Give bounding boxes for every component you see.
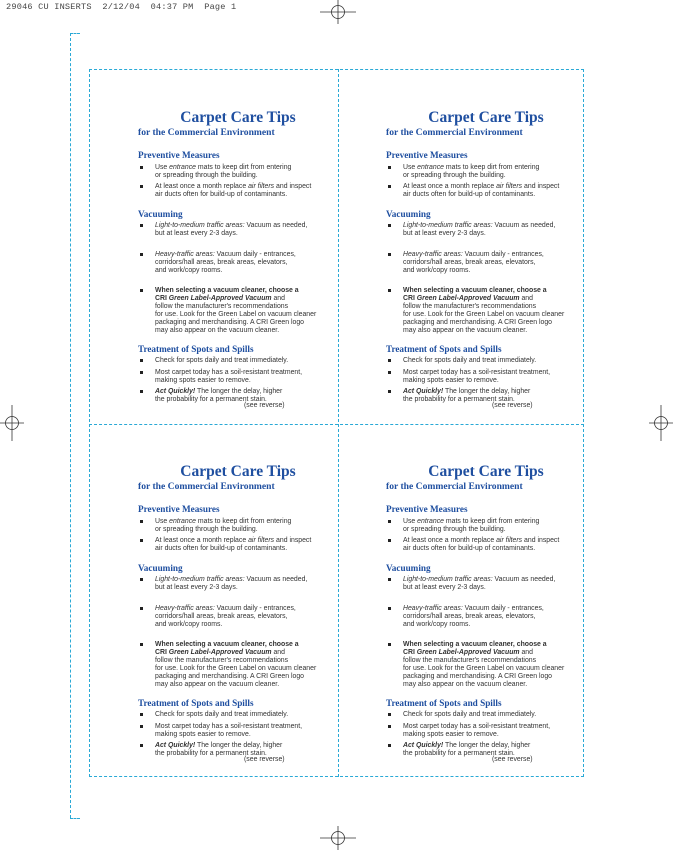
bullet-icon <box>140 607 143 610</box>
list-item: At least once a month replace air filters and inspect air ducts often for build-up of contaminants. <box>386 537 614 553</box>
list-item: Check for spots daily and treat immediately. <box>386 711 614 719</box>
section-heading-spots: Treatment of Spots and Spills <box>138 344 254 355</box>
carpet-care-card <box>386 110 614 440</box>
bullet-icon <box>388 166 391 169</box>
bullet-icon <box>140 185 143 188</box>
section-heading-vacuuming: Vacuuming <box>386 209 431 220</box>
list-item: Use entrance mats to keep dirt from entering or spreading through the building. <box>386 164 614 180</box>
list-item: Act Quickly! The longer the delay, higher the probability for a permanent stain. <box>138 388 366 404</box>
list-item: Check for spots daily and treat immediately. <box>386 357 614 365</box>
list-item: When selecting a vacuum cleaner, choose a CRI Green Label-Approved Vacuum and follow the manufacturer's recommendations for use. Look for the Green Label on vacuum cleaner packaging and merchandising. A CRI Green logo may also appear on the vacuum cleaner. <box>138 287 366 336</box>
fold-guide-line <box>70 33 71 818</box>
carpet-care-card <box>138 464 366 794</box>
section-heading-vacuuming: Vacuuming <box>138 209 183 220</box>
see-reverse-note: (see reverse) <box>492 756 533 763</box>
list-item: Light-to-medium traffic areas: Vacuum as needed, but at least every 2-3 days. <box>138 222 366 238</box>
bullet-icon <box>140 359 143 362</box>
bullet-icon <box>388 289 391 292</box>
list-item: Act Quickly! The longer the delay, higher the probability for a permanent stain. <box>386 388 614 404</box>
see-reverse-note: (see reverse) <box>244 402 285 409</box>
list-item: Act Quickly! The longer the delay, higher the probability for a permanent stain. <box>138 742 366 758</box>
list-item: When selecting a vacuum cleaner, choose a CRI Green Label-Approved Vacuum and follow the manufacturer's recommendations for use. Look for the Green Label on vacuum cleaner packaging and merchandising. A CRI Green logo may also appear on the vacuum cleaner. <box>386 641 614 690</box>
list-item: Use entrance mats to keep dirt from entering or spreading through the building. <box>386 518 614 534</box>
bullet-icon <box>388 539 391 542</box>
bullet-icon <box>388 643 391 646</box>
registration-mark-icon <box>0 405 24 441</box>
bullet-icon <box>140 713 143 716</box>
list-item: Light-to-medium traffic areas: Vacuum as needed, but at least every 2-3 days. <box>138 576 366 592</box>
card-title: Carpet Care Tips <box>428 463 544 480</box>
list-item: Most carpet today has a soil-resistant treatment, making spots easier to remove. <box>386 723 614 739</box>
list-item: Act Quickly! The longer the delay, higher the probability for a permanent stain. <box>386 742 614 758</box>
card-title: Carpet Care Tips <box>428 109 544 126</box>
bullet-icon <box>388 607 391 610</box>
bullet-icon <box>140 371 143 374</box>
see-reverse-note: (see reverse) <box>492 402 533 409</box>
list-item: At least once a month replace air filters and inspect air ducts often for build-up of contaminants. <box>138 537 366 553</box>
card-subtitle: for the Commercial Environment <box>138 481 275 492</box>
bullet-icon <box>140 520 143 523</box>
bullet-icon <box>388 578 391 581</box>
bullet-icon <box>140 166 143 169</box>
bullet-icon <box>140 643 143 646</box>
list-item: Heavy-traffic areas: Vacuum daily - entrances, corridors/hall areas, break areas, elevators, and work/copy rooms. <box>386 605 614 629</box>
bullet-icon <box>140 224 143 227</box>
bullet-icon <box>140 744 143 747</box>
section-heading-vacuuming: Vacuuming <box>386 563 431 574</box>
section-heading-preventive: Preventive Measures <box>138 150 220 160</box>
bullet-icon <box>140 578 143 581</box>
list-item: Light-to-medium traffic areas: Vacuum as needed, but at least every 2-3 days. <box>386 222 614 238</box>
bullet-icon <box>140 289 143 292</box>
list-item: Heavy-traffic areas: Vacuum daily - entrances, corridors/hall areas, break areas, elevators, and work/copy rooms. <box>138 251 366 275</box>
fold-guide-stub-top <box>70 33 80 34</box>
bullet-icon <box>388 520 391 523</box>
list-item: When selecting a vacuum cleaner, choose a CRI Green Label-Approved Vacuum and follow the manufacturer's recommendations for use. Look for the Green Label on vacuum cleaner packaging and merchandising. A CRI Green logo may also appear on the vacuum cleaner. <box>386 287 614 336</box>
list-item: Use entrance mats to keep dirt from entering or spreading through the building. <box>138 164 366 180</box>
fold-guide-stub-bottom <box>70 818 80 819</box>
bullet-icon <box>140 539 143 542</box>
carpet-care-card <box>386 464 614 794</box>
list-item: Light-to-medium traffic areas: Vacuum as needed, but at least every 2-3 days. <box>386 576 614 592</box>
section-heading-vacuuming: Vacuuming <box>138 563 183 574</box>
bullet-icon <box>140 390 143 393</box>
card-title: Carpet Care Tips <box>180 109 296 126</box>
printer-slug: 29046 CU INSERTS 2/12/04 04:37 PM Page 1 <box>6 2 237 12</box>
section-heading-preventive: Preventive Measures <box>386 504 468 514</box>
card-title: Carpet Care Tips <box>180 463 296 480</box>
section-heading-preventive: Preventive Measures <box>138 504 220 514</box>
list-item: At least once a month replace air filters and inspect air ducts often for build-up of contaminants. <box>386 183 614 199</box>
list-item: Check for spots daily and treat immediately. <box>138 357 366 365</box>
card-subtitle: for the Commercial Environment <box>138 127 275 138</box>
section-heading-preventive: Preventive Measures <box>386 150 468 160</box>
section-heading-spots: Treatment of Spots and Spills <box>386 344 502 355</box>
list-item: Most carpet today has a soil-resistant treatment, making spots easier to remove. <box>386 369 614 385</box>
list-item: Most carpet today has a soil-resistant treatment, making spots easier to remove. <box>138 723 366 739</box>
card-subtitle: for the Commercial Environment <box>386 127 523 138</box>
bullet-icon <box>388 371 391 374</box>
bullet-icon <box>140 725 143 728</box>
section-heading-spots: Treatment of Spots and Spills <box>386 698 502 709</box>
bullet-icon <box>388 185 391 188</box>
bullet-icon <box>388 713 391 716</box>
list-item: Heavy-traffic areas: Vacuum daily - entrances, corridors/hall areas, break areas, elevators, and work/copy rooms. <box>138 605 366 629</box>
carpet-care-card <box>138 110 366 440</box>
see-reverse-note: (see reverse) <box>244 756 285 763</box>
list-item: Check for spots daily and treat immediately. <box>138 711 366 719</box>
registration-mark-icon <box>320 826 356 850</box>
list-item: Heavy-traffic areas: Vacuum daily - entrances, corridors/hall areas, break areas, elevators, and work/copy rooms. <box>386 251 614 275</box>
list-item: Use entrance mats to keep dirt from entering or spreading through the building. <box>138 518 366 534</box>
list-item: When selecting a vacuum cleaner, choose a CRI Green Label-Approved Vacuum and follow the manufacturer's recommendations for use. Look for the Green Label on vacuum cleaner packaging and merchandising. A CRI Green logo may also appear on the vacuum cleaner. <box>138 641 366 690</box>
list-item: Most carpet today has a soil-resistant treatment, making spots easier to remove. <box>138 369 366 385</box>
registration-mark-icon <box>320 0 356 24</box>
section-heading-spots: Treatment of Spots and Spills <box>138 698 254 709</box>
card-subtitle: for the Commercial Environment <box>386 481 523 492</box>
bullet-icon <box>388 725 391 728</box>
list-item: At least once a month replace air filters and inspect air ducts often for build-up of contaminants. <box>138 183 366 199</box>
bullet-icon <box>388 253 391 256</box>
bullet-icon <box>388 390 391 393</box>
registration-mark-icon <box>649 405 673 441</box>
bullet-icon <box>140 253 143 256</box>
bullet-icon <box>388 359 391 362</box>
bullet-icon <box>388 744 391 747</box>
bullet-icon <box>388 224 391 227</box>
